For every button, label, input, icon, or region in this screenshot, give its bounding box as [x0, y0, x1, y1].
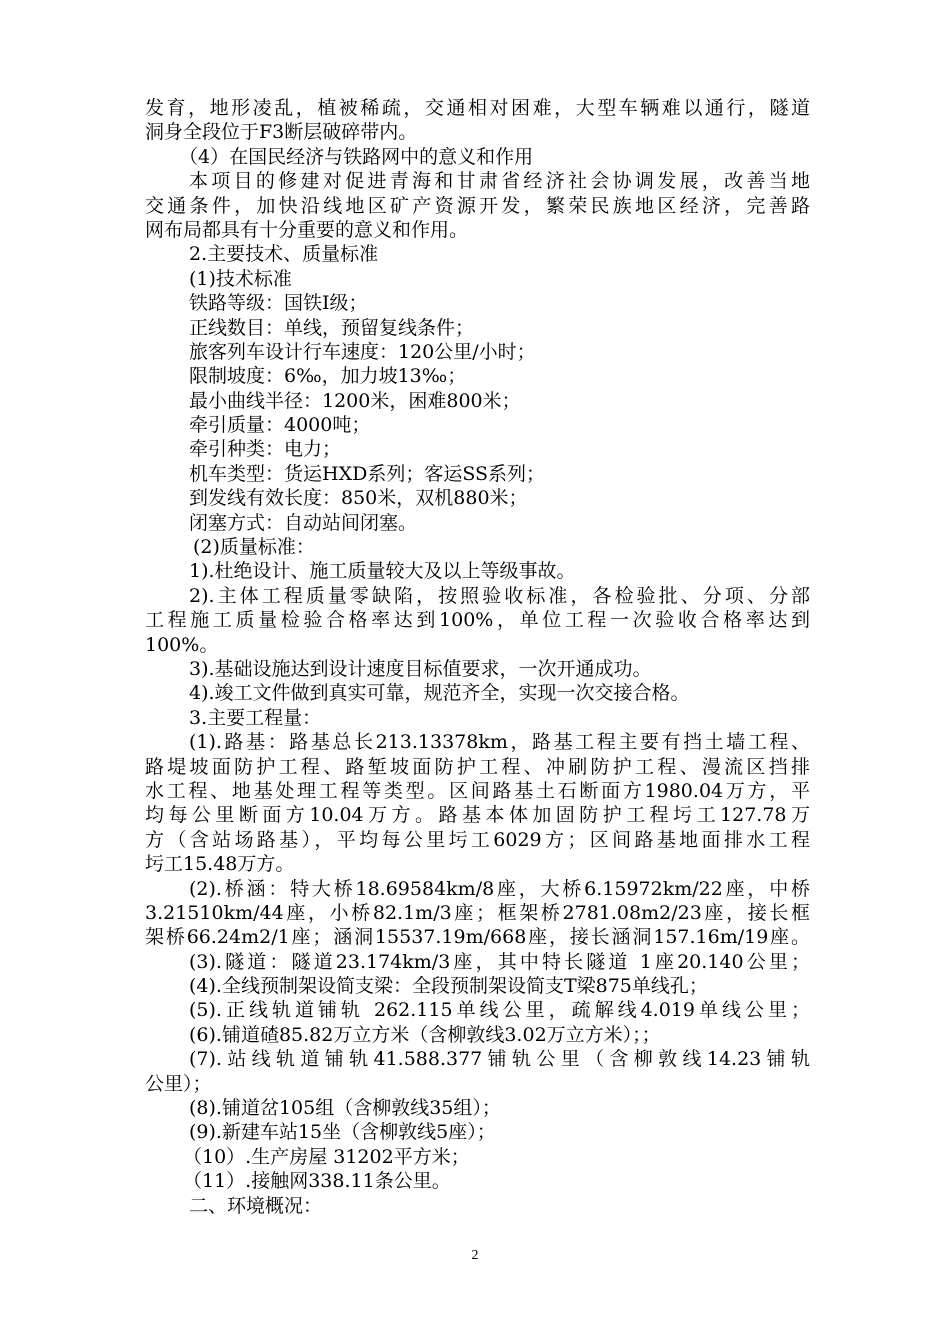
text-line: (6).铺道碴85.82万立方米（含柳敦线3.02万立方米）；；	[189, 1023, 661, 1046]
text-line: 公里）；	[145, 1072, 212, 1095]
text-line: (1).路基：路基总长213.13378km，路基工程主要有挡土墙工程、	[189, 731, 810, 754]
text-line: (7).站线轨道铺轨41.588.377铺轨公里（含柳敦线14.23铺轨	[189, 1048, 810, 1071]
text-line: 2).主体工程质量零缺陷，按照验收标准，各检验批、分项、分部	[189, 584, 810, 607]
text-line: 网布局都具有十分重要的意义和作用。	[145, 218, 469, 241]
text-line: (3).隧道：隧道23.174km/3座，其中特长隧道 1座20.140公里；	[189, 950, 810, 973]
page-number: 2	[471, 1248, 479, 1263]
text-line: 交通条件，加快沿线地区矿产资源开发，繁荣民族地区经济，完善路	[145, 194, 810, 217]
text-line: 洞身全段位于F3断层破碎带内。	[145, 121, 418, 144]
text-line: 方（含站场路基），平均每公里圬工6029方；区间路基地面排水工程	[145, 828, 810, 851]
text-line: 旅客列车设计行车速度：120公里/小时；	[189, 340, 536, 363]
text-line: (4).全线预制架设简支梁：全段预制架设简支T梁875单线孔；	[189, 975, 708, 998]
text-line: (5).正线轨道铺轨 262.115单线公里，疏解线4.019单线公里；	[189, 999, 810, 1022]
text-line: 2.主要技术、质量标准	[189, 243, 379, 266]
text-line: 100%。	[145, 633, 219, 656]
text-line: 牵引质量：4000吨；	[189, 414, 371, 437]
text-line: 最小曲线半径：1200米，困难800米；	[189, 389, 521, 412]
text-line: 发育，地形凌乱，植被稀疏，交通相对困难，大型车辆难以通行，隧道	[145, 97, 810, 119]
text-line: 闭塞方式：自动站间闭塞。	[189, 511, 418, 534]
document-body	[145, 96, 810, 1218]
text-line: 3).基础设施达到设计速度目标值要求，一次开通成功。	[189, 657, 652, 680]
text-line: 工程施工质量检验合格率达到100%，单位工程一次验收合格率达到	[145, 609, 810, 632]
text-line: 二、环境概况：	[189, 1194, 323, 1217]
text-line: （10）.生产房屋 31202平方米；	[183, 1145, 470, 1168]
text-line: (2)质量标准：	[193, 536, 315, 559]
text-line: 正线数目：单线，预留复线条件；	[189, 316, 475, 339]
text-line: 均每公里断面方10.04万方。路基本体加固防护工程圬工127.78万	[145, 804, 810, 827]
text-line: 限制坡度：6‰，加力坡13‰；	[189, 365, 467, 388]
text-line: (2).桥涵：特大桥18.69584km/8座，大桥6.15972km/22座，中桥	[189, 877, 810, 900]
text-line: 4).竣工文件做到真实可靠，规范齐全，实现一次交接合格。	[189, 682, 690, 705]
text-line: 3.主要工程量：	[189, 706, 322, 729]
text-line: 牵引种类：电力；	[189, 438, 342, 461]
text-line: 水工程、地基处理工程等类型。区间路基土石断面方1980.04万方，平	[145, 779, 810, 802]
text-line: 1).杜绝设计、施工质量较大及以上等级事故。	[189, 560, 576, 583]
text-line: 路堤坡面防护工程、路堑坡面防护工程、冲刷防护工程、漫流区挡排	[145, 755, 810, 778]
text-line: （4）在国民经济与铁路网中的意义和作用	[179, 145, 534, 168]
text-line: （11）.接触网338.11条公里。	[183, 1170, 451, 1193]
text-line: 铁路等级：国铁Ⅰ级；	[189, 292, 368, 315]
text-line: 到发线有效长度：850米，双机880米；	[189, 487, 528, 510]
text-line: 3.21510km/44座，小桥82.1m/3座；框架桥2781.08m2/23座，接长框	[145, 901, 810, 924]
text-line: 本项目的修建对促进青海和甘肃省经济社会协调发展，改善当地	[189, 170, 810, 193]
text-line: 机车类型：货运HXD系列；客运SS系列；	[189, 462, 546, 485]
text-line: (9).新建车站15坐（含柳敦线5座）；	[189, 1121, 496, 1144]
text-line: 圬工15.48万方。	[145, 853, 295, 876]
text-line: (8).铺道岔105组（含柳敦线35组）；	[189, 1097, 501, 1120]
text-line: (1)技术标准	[189, 267, 292, 290]
text-line: 架桥66.24m2/1座；涵洞15537.19m/668座，接长涵洞157.16m/19座。	[145, 926, 810, 949]
